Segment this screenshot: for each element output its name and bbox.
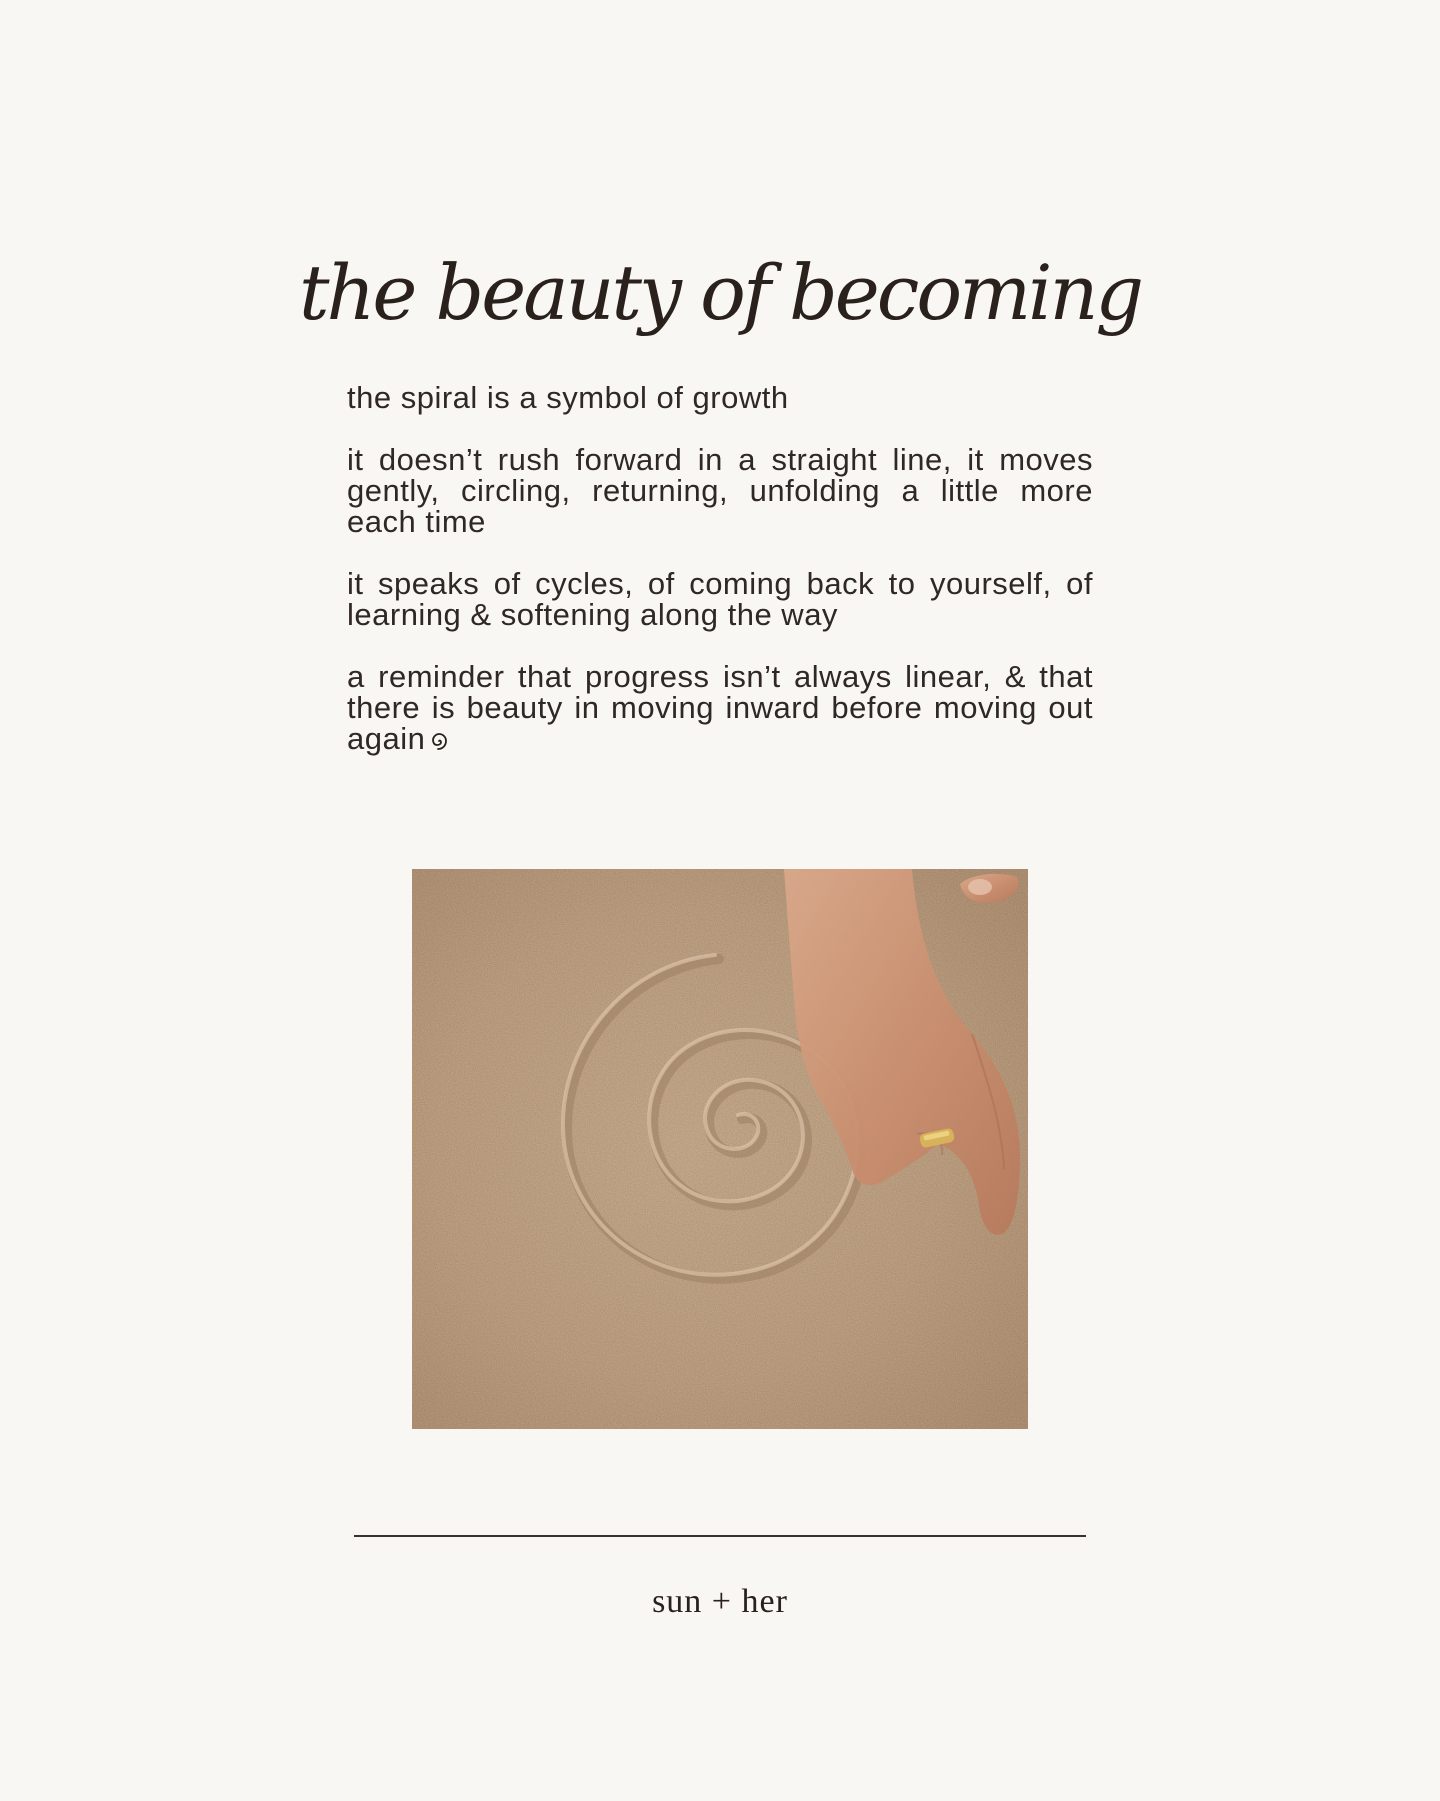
paragraph-4 (347, 661, 1093, 754)
page-title: the beauty of becoming (298, 248, 1142, 337)
brand-name: sun + her (652, 1583, 788, 1620)
sand-photo-illustration (412, 869, 1028, 1429)
paragraph-3 (347, 568, 1093, 630)
sand-spiral-photo (412, 869, 1028, 1429)
divider-line (354, 1535, 1086, 1537)
paragraph-2-text: it doesn’t rush forward in a straight line, it moves gently, circling, returning, unfolding a little more each time (347, 442, 1093, 539)
paragraph-1 (347, 382, 1093, 413)
spiral-icon (429, 725, 449, 745)
paragraph-2 (347, 444, 1093, 537)
paragraph-3-text: it speaks of cycles, of coming back to yourself, of learning & softening along the way (347, 566, 1093, 632)
body-text (347, 382, 1093, 785)
paragraph-1-text: the spiral is a symbol of growth (347, 380, 789, 415)
paragraph-4-text: a reminder that progress isn’t always linear, & that there is beauty in moving inward before moving out again (347, 659, 1093, 756)
